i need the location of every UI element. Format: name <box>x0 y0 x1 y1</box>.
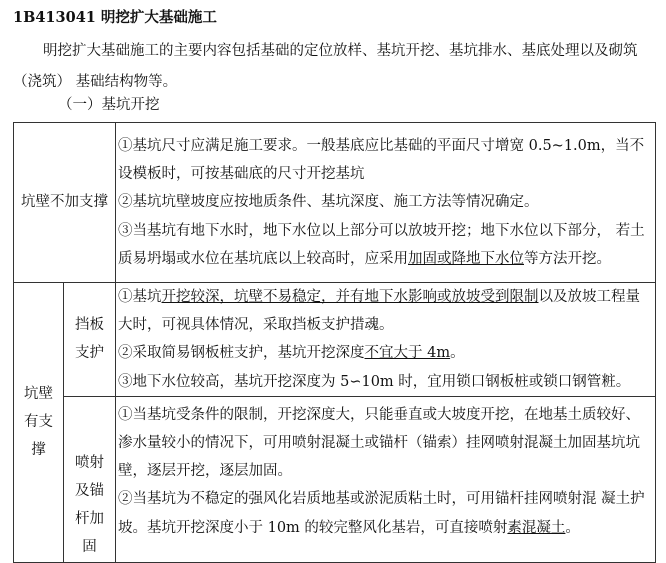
text: ②当基坑为不稳定的强风化岩质地基或淤泥质粘土时，可用锚杆挂网喷射混 凝土护坡。基坑开挖深度小于 10m 的较完整风化基岩，可直接喷射 <box>118 491 645 536</box>
underlined-text: 不宜大于 4m <box>364 345 451 362</box>
table-row <box>14 123 656 283</box>
table-row <box>14 283 656 397</box>
item-2 <box>118 485 653 541</box>
text: 以及放坡工程量大时，可视具体情况，采取挡板支护措魂。 <box>118 289 640 334</box>
row-content <box>116 396 656 562</box>
excavation-table <box>13 122 656 563</box>
text: 。 <box>565 519 580 536</box>
item-1: ①当基坑受条件的限制，开挖深度大，只能垂直或大坡度开挖，在地基土质较好、渗水量较小的情况下，可用喷射混凝土或锚杆（锚索）挂网喷射混凝土加固基坑坑壁，逐层开挖，逐层加固。 <box>118 406 640 480</box>
table-row <box>14 396 656 562</box>
row-label-shoring: 挡板支护 <box>64 283 116 397</box>
row-label-unsupported: 坑壁不加支撑 <box>14 123 116 283</box>
underlined-text: 加固或降地下水位 <box>408 250 524 267</box>
group-label-supported: 坑壁有支撑 <box>14 283 64 563</box>
text: ②采取简易钢板桩支护，基坑开挖深度 <box>118 345 365 362</box>
section-title: 1B413041 明挖扩大基础施工 <box>13 9 217 26</box>
row-label-shotcrete-anchor: 喷射及锚杆加固 <box>64 396 116 562</box>
underlined-text: 开挖较深，坑壁不易稳定，并有地下水影响或放坡受到限制 <box>161 289 539 305</box>
item-2: ②基坑坑壁坡度应按地质条件、基坑深度、施工方法等情况确定。 <box>118 194 539 211</box>
item-1: ①基坑尺寸应满足施工要求。一般基底应比基础的平面尺寸增宽 0.5~1.0m，当不设模板时，可按基础底的尺寸开挖基坑 <box>118 137 645 183</box>
intro-paragraph: 明挖扩大基础施工的主要内容包括基础的定位放样、基坑开挖、基坑排水、基底处理以及砌筑（浇筑） 基础结构物等。 <box>13 43 638 90</box>
row-content <box>116 123 656 283</box>
item-2 <box>118 339 653 367</box>
subheading: （一）基坑开挖 <box>58 97 160 113</box>
text: ③当基坑有地下水时，地下水位以上部分可以放坡开挖；地下水位以下部分， 若土质易坍塌或水位在基坑底以上较高时，应采用 <box>118 222 645 267</box>
text: ①基坑 <box>118 289 162 305</box>
text: 。 <box>450 345 465 362</box>
row-content <box>116 283 656 397</box>
text: 等方法开挖。 <box>524 250 611 267</box>
item-3 <box>118 217 653 273</box>
underlined-text: 素混凝土 <box>507 519 566 536</box>
item-1 <box>118 283 653 339</box>
item-3: ③地下水位较高，基坑开挖深度为 5∽10m 时，宜用锁口钢板桩或锁口钢管粧。 <box>118 373 631 390</box>
